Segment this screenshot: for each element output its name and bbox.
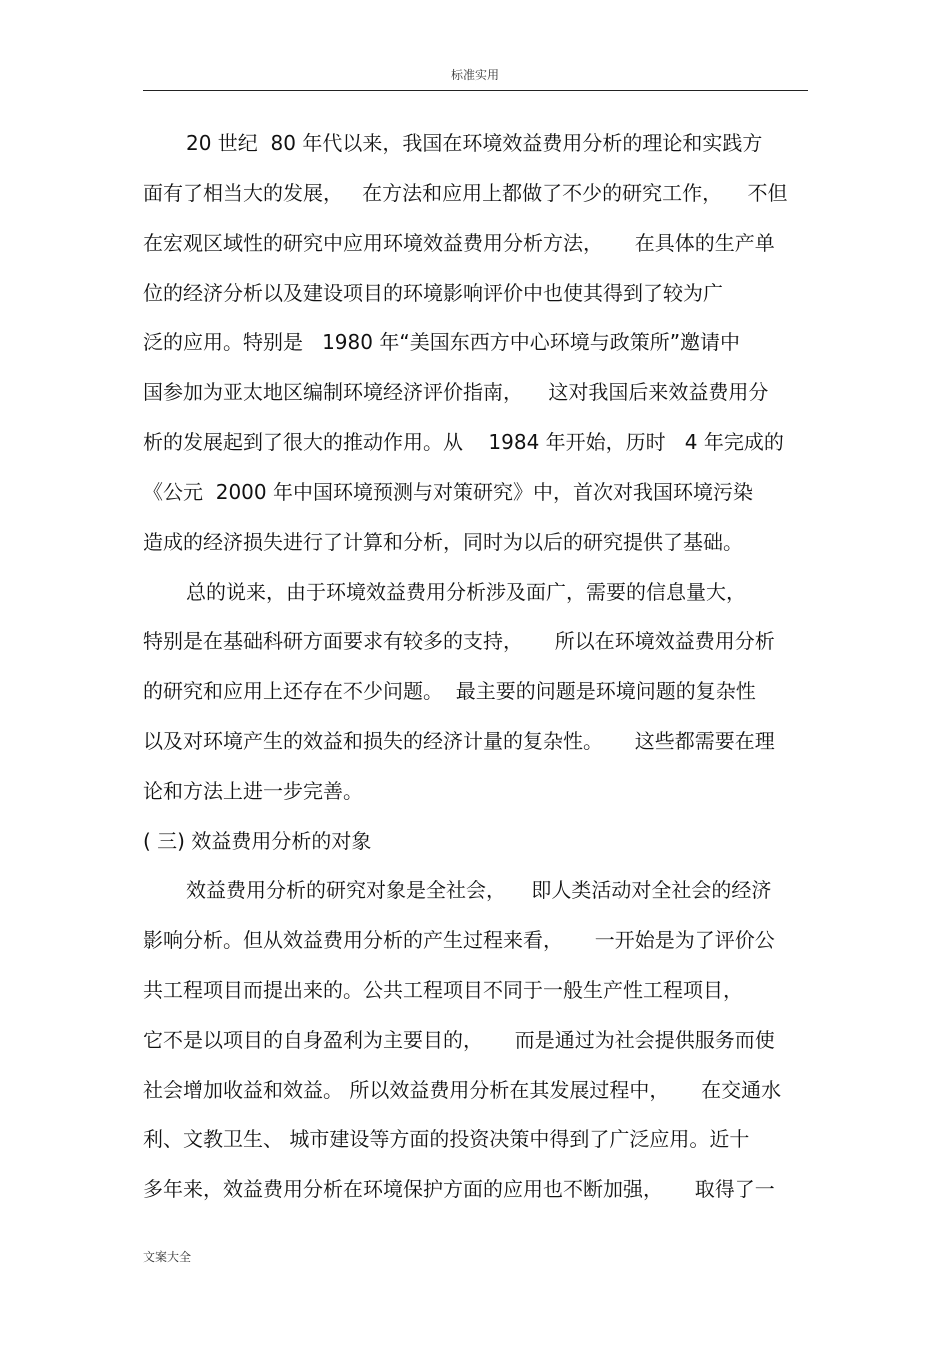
text-line: 位的经济分析以及建设项目的环境影响评价中也使其得到了较为广 bbox=[143, 281, 723, 305]
header-divider bbox=[143, 90, 808, 91]
page-header-title: 标准实用 bbox=[450, 68, 499, 82]
text-line: 在宏观区域性的研究中应用环境效益费用分析方法， 在具体的生产单 bbox=[143, 231, 775, 255]
text-line: 社会增加收益和效益。 所以效益费用分析在其发展过程中， 在交通水 bbox=[143, 1078, 782, 1102]
text-line: 多年来，效益费用分析在环境保护方面的应用也不断加强， 取得了一 bbox=[143, 1177, 775, 1201]
text-line: 国参加为亚太地区编制环境经济评价指南， 这对我国后来效益费用分 bbox=[143, 380, 769, 404]
text-line: 以及对环境产生的效益和损失的经济计量的复杂性。 这些都需要在理 bbox=[143, 729, 775, 753]
text-line: 造成的经济损失进行了计算和分析，同时为以后的研究提供了基础。 bbox=[143, 530, 743, 554]
text-line: 效益费用分析的研究对象是全社会， 即人类活动对全社会的经济 bbox=[186, 878, 772, 902]
text-line: 总的说来，由于环境效益费用分析涉及面广，需要的信息量大， bbox=[186, 580, 746, 604]
page-footer: 文案大全 bbox=[143, 1250, 192, 1264]
text-line: 特别是在基础科研方面要求有较多的支持， 所以在环境效益费用分析 bbox=[143, 629, 775, 653]
text-line: 论和方法上进一步完善。 bbox=[143, 779, 363, 803]
text-line: 析的发展起到了很大的推动作用。从 1984 年开始，历时 4 年完成的 bbox=[143, 430, 784, 454]
text-line: 共工程项目而提出来的。公共工程项目不同于一般生产性工程项目， bbox=[143, 978, 743, 1002]
text-line: 面有了相当大的发展， 在方法和应用上都做了不少的研究工作， 不但 bbox=[143, 181, 788, 205]
text-line: 的研究和应用上还存在不少问题。 最主要的问题是环境问题的复杂性 bbox=[143, 679, 756, 703]
section-heading: ( 三) 效益费用分析的对象 bbox=[143, 829, 372, 853]
text-line: 《公元 2000 年中国环境预测与对策研究》中，首次对我国环境污染 bbox=[143, 480, 753, 504]
text-line: 泛的应用。特别是 1980 年“美国东西方中心环境与政策所”邀请中 bbox=[143, 330, 741, 354]
text-line: 20 世纪 80 年代以来，我国在环境效益费用分析的理论和实践方 bbox=[186, 131, 763, 155]
text-line: 影响分析。但从效益费用分析的产生过程来看， 一开始是为了评价公 bbox=[143, 928, 775, 952]
text-line: 它不是以项目的自身盈利为主要目的， 而是通过为社会提供服务而使 bbox=[143, 1028, 775, 1052]
text-line: 利、文教卫生、 城市建设等方面的投资决策中得到了广泛应用。近十 bbox=[143, 1127, 750, 1151]
